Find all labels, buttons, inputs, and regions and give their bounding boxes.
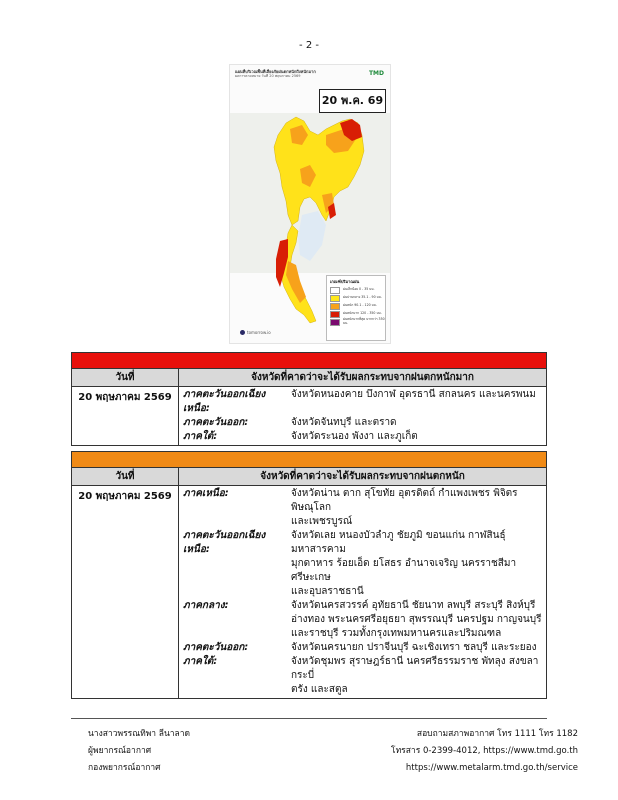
col-provinces-header: จังหวัดที่คาดว่าจะได้รับผลกระทบจากฝนตกหนักมาก [179, 369, 547, 387]
legend-swatch [330, 319, 340, 326]
table-band [72, 353, 547, 369]
region-provinces [291, 641, 542, 655]
region-provinces [291, 487, 542, 529]
heavy-rain-table [71, 451, 547, 699]
province-line: และเพชรบูรณ์ [291, 516, 353, 527]
forecaster-name: นางสาวพรรณทิพา ลีนาลาด [88, 729, 191, 739]
region-name: ภาคตะวันออก: [183, 417, 249, 428]
tmd-logo-icon: TMD [368, 70, 384, 77]
region-name: ภาคกลาง: [183, 600, 229, 611]
region-provinces [291, 529, 542, 599]
very-heavy-rain-table [71, 352, 547, 446]
legend-label: ฝนเล็กน้อย 0 - 35 มม. [343, 287, 375, 292]
col-provinces-header: จังหวัดที่คาดว่าจะได้รับผลกระทบจากฝนตกหนัก [179, 468, 547, 486]
region-provinces: จังหวัดจันทบุรี และตราด [291, 417, 397, 428]
page-number: - 2 - [299, 40, 319, 51]
region-name: ภาคใต้: [183, 656, 218, 667]
table-row [72, 486, 547, 699]
region-provinces: จังหวัดระนอง พังงา และภูเก็ต [291, 431, 418, 442]
province-line: จังหวัดเลย หนองบัวลำภู ชัยภูมิ ขอนแก่น กาฬสินธุ์ มหาสารคาม [291, 530, 506, 555]
region-name: ภาคตะวันออกเฉียงเหนือ: [183, 530, 266, 555]
legend-label: ฝนหนัก 90.1 - 120 มม. [343, 303, 377, 308]
legend-swatch [330, 287, 340, 294]
regions-cell [179, 387, 547, 446]
legend-label: ฝนปานกลาง 35.1 - 90 มม. [343, 295, 382, 300]
legend-item [327, 318, 385, 326]
province-line: และราชบุรี รวมทั้งกรุงเทพมหานครและปริมณฑล [291, 628, 502, 639]
forecaster-title: ผู้พยากรณ์อากาศ [88, 746, 152, 756]
region-provinces [291, 655, 542, 697]
date-cell: 20 พฤษภาคม 2569 [72, 387, 179, 446]
severity-band-red [72, 353, 547, 369]
region-name: ภาคใต้: [183, 431, 218, 442]
legend-item [327, 286, 385, 294]
province-line: อ่างทอง พระนครศรีอยุธยา สุพรรณบุรี นครปฐม กาญจนบุรี [291, 614, 542, 625]
tomorrow-logo-icon [240, 330, 245, 335]
table-row [72, 387, 547, 446]
map-brand [240, 330, 271, 335]
contact-fax-website[interactable]: โทรสาร 0-2399-4012, https://www.tmd.go.th [391, 746, 578, 756]
map-legend [326, 275, 386, 341]
province-line: จังหวัดชุมพร สุราษฎร์ธานี นครศรีธรรมราช พัทลุง สงขลา กระบี่ [291, 656, 539, 681]
province-line: ตรัง และสตูล [291, 684, 348, 695]
date-cell: 20 พฤษภาคม 2569 [72, 486, 179, 699]
province-line: และอุบลราชธานี [291, 586, 364, 597]
region-name: ภาคตะวันออกเฉียงเหนือ: [183, 389, 266, 414]
region-provinces: จังหวัดหนองคาย บึงกาฬ อุดรธานี สกลนคร และนครพนม [291, 389, 536, 400]
map-subtitle: ผลการคาดหมาย วันที่ 20 พฤษภาคม 2569 [235, 74, 301, 78]
brand-text: tomorrow.io [247, 330, 271, 335]
forecaster-division: กองพยากรณ์อากาศ [88, 763, 161, 773]
contact-service-link[interactable]: https://www.metalarm.tmd.go.th/service [405, 763, 578, 773]
legend-item [327, 294, 385, 302]
footer-signature [88, 726, 190, 777]
region-name: ภาคตะวันออก: [183, 642, 249, 653]
contact-phone: สอบถามสภาพอากาศ โทร 1111 โทร 1182 [416, 729, 578, 739]
rain-risk-map-figure [229, 64, 391, 344]
forecast-date-label: 20 พ.ค. 69 [319, 89, 386, 113]
province-line: มุกดาหาร ร้อยเอ็ด ยโสธร อำนาจเจริญ นครราชสีมา ศรีษะเกษ [291, 558, 517, 583]
table-header [72, 468, 547, 486]
legend-swatch [330, 303, 340, 310]
regions-cell [179, 486, 547, 699]
col-date-header: วันที่ [72, 369, 179, 387]
legend-title: เกณฑ์ปริมาณฝน [330, 279, 360, 284]
legend-swatch [330, 311, 340, 318]
region-provinces [291, 599, 542, 641]
table-header [72, 369, 547, 387]
map-title: แผนที่บริเวณพื้นที่เสี่ยงภัยฝนตกหนักถึงหนักมาก [235, 69, 316, 74]
legend-label: ฝนหนักมากที่สุด มากกว่า 350 มม. [343, 317, 385, 325]
footer-divider [71, 718, 547, 719]
legend-item [327, 302, 385, 310]
legend-label: ฝนหนักมาก 120 - 350 มม. [343, 311, 382, 316]
col-date-header: วันที่ [72, 468, 179, 486]
province-line: จังหวัดน่าน ตาก สุโขทัย อุตรดิตถ์ กำแพงเพชร พิจิตร พิษณุโลก [291, 488, 518, 513]
region-name: ภาคเหนือ: [183, 488, 229, 499]
table-band [72, 452, 547, 468]
province-line: จังหวัดนครนายก ปราจีนบุรี ฉะเชิงเทรา ชลบุรี และระยอง [291, 642, 537, 653]
footer-contact [391, 726, 578, 777]
severity-band-orange [72, 452, 547, 468]
legend-swatch [330, 295, 340, 302]
province-line: จังหวัดนครสวรรค์ อุทัยธานี ชัยนาท ลพบุรี สระบุรี สิงห์บุรี [291, 600, 536, 611]
